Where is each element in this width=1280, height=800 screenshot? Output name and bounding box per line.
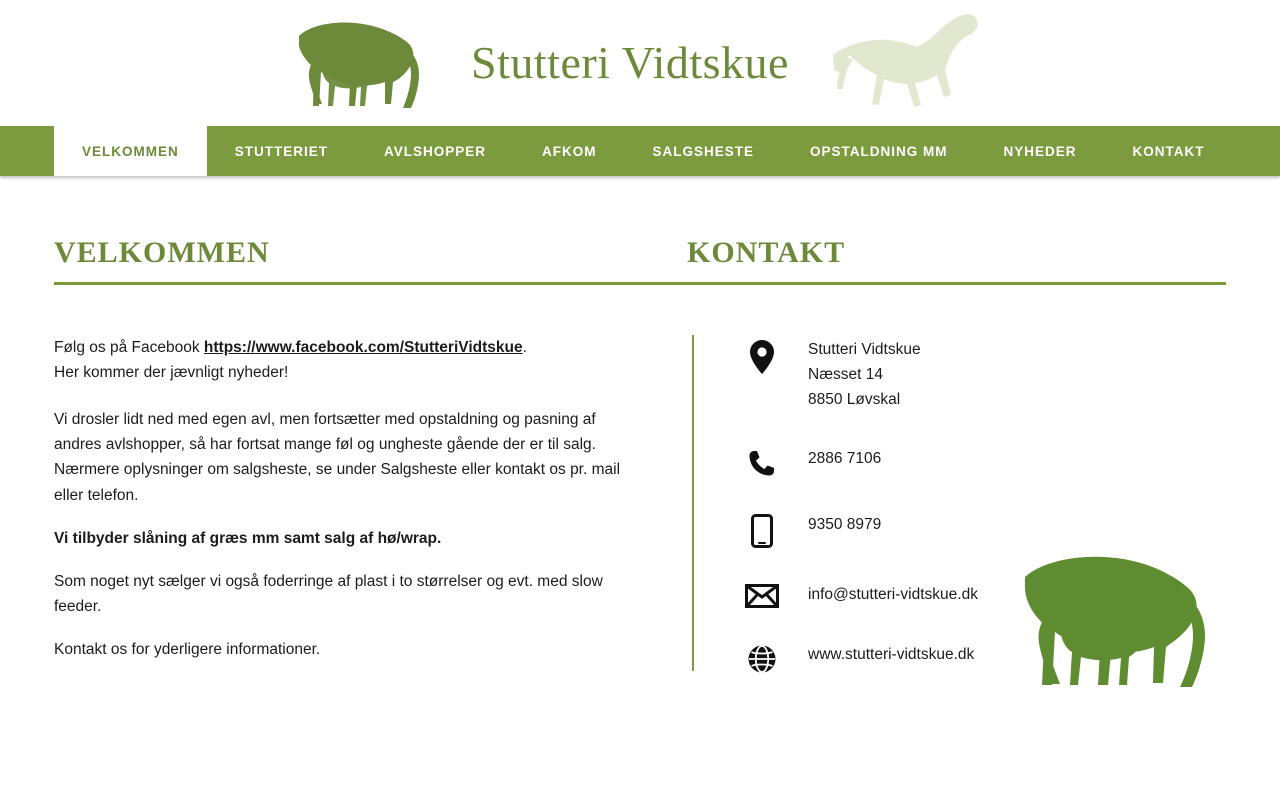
address-line-1: Stutteri Vidtskue (808, 341, 921, 358)
website-url[interactable]: www.stutteri-vidtskue.dk (808, 646, 975, 664)
contact-phone-text (782, 446, 881, 471)
grazing-horse-with-foal-logo (281, 8, 431, 118)
nav-item-velkommen[interactable]: VELKOMMEN (54, 126, 207, 176)
envelope-icon (742, 582, 782, 608)
site-header (0, 0, 1280, 126)
facebook-news-line: Her kommer der jævnligt nyheder! (54, 364, 289, 382)
nav-item-stutteriet[interactable]: STUTTERIET (234, 143, 328, 159)
page-title-kontakt: KONTAKT (687, 236, 846, 269)
address-line-3: 8850 Løvskal (808, 391, 901, 409)
grazing-horse-with-foal-logo-corner (1001, 535, 1216, 700)
location-pin-icon (742, 337, 782, 375)
globe-icon (742, 642, 782, 674)
contact-website-text[interactable] (782, 642, 974, 667)
main-navigation[interactable] (0, 126, 1280, 176)
welcome-paragraph-5: Kontakt os for yderligere informationer. (54, 640, 321, 658)
page-title-velkommen: VELKOMMEN (54, 236, 270, 269)
facebook-link[interactable]: https://www.facebook.com/StutteriVidtskue (203, 339, 523, 356)
nav-item-afkom[interactable]: AFKOM (542, 143, 597, 159)
contact-address-text (782, 337, 921, 412)
contact-address-row (742, 337, 978, 412)
contact-mobile-row (742, 512, 978, 548)
welcome-text-column (54, 335, 639, 708)
contact-column (694, 335, 978, 708)
contact-website-row (742, 642, 978, 674)
nav-item-avlshopper[interactable]: AVLSHOPPER (384, 143, 487, 159)
contact-phone-row (742, 446, 978, 478)
contact-email-text[interactable] (782, 582, 978, 607)
mobile-number: 9350 8979 (808, 516, 882, 534)
nav-item-nyheder[interactable]: NYHEDER (1003, 143, 1077, 159)
nav-item-opstaldning-mm[interactable]: OPSTALDNING MM (810, 143, 948, 159)
welcome-paragraph-3: Vi tilbyder slåning af græs mm samt salg af hø/wrap. (54, 529, 442, 547)
phone-number: 2886 7106 (808, 450, 882, 468)
header-content (140, 3, 1140, 123)
welcome-paragraph-2: Vi drosler lidt ned med egen avl, men fortsætter med opstaldning og pasning af andres avlshopper, så har fortsat mange føl og ungheste gående der er til salg. Nærmere oplysninger om salgsheste, se under Salgsheste eller kontakt os pr. mail eller telefon. (54, 411, 621, 504)
nav-item-salgsheste[interactable]: SALGSHESTE (652, 143, 755, 159)
facebook-suffix-text: . (522, 339, 527, 356)
page-content (0, 236, 1280, 708)
facebook-prefix-text: Følg os på Facebook (54, 339, 204, 356)
mobile-phone-icon (742, 512, 782, 548)
contact-mobile-text (782, 512, 881, 537)
nav-item-kontakt[interactable]: KONTAKT (1132, 143, 1205, 159)
trotting-horse-logo (829, 11, 999, 116)
contact-email-row (742, 582, 978, 608)
email-address[interactable]: info@stutteri-vidtskue.dk (808, 586, 978, 604)
phone-icon (742, 446, 782, 478)
facebook-paragraph (54, 335, 639, 385)
site-title: Stutteri Vidtskue (471, 37, 789, 88)
section-headings (54, 236, 1226, 285)
address-line-2: Næsset 14 (808, 366, 883, 384)
welcome-paragraph-4: Som noget nyt sælger vi også foderringe af plast i to størrelser og evt. med slow feeder. (54, 572, 603, 615)
